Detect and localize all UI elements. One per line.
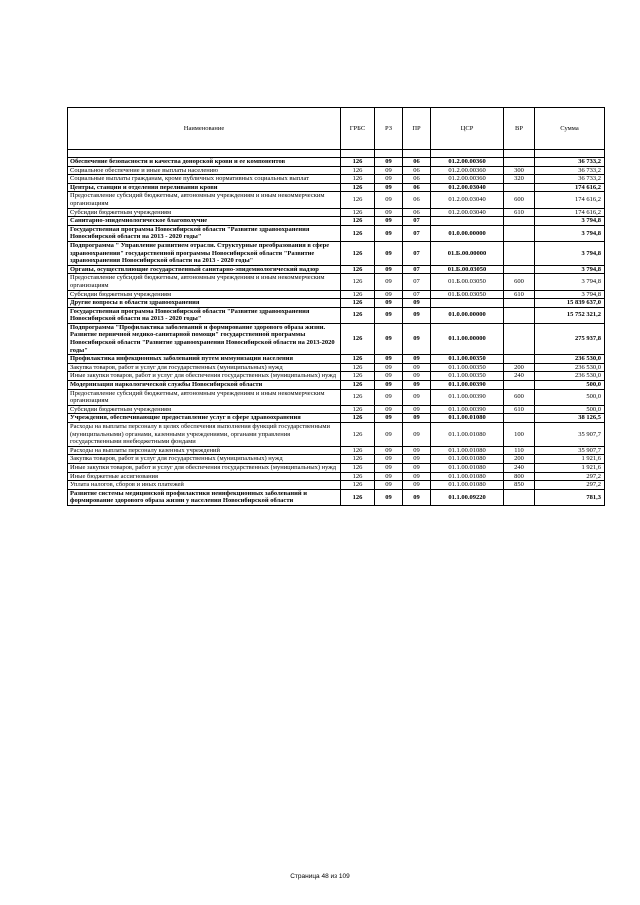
cell-pr: 09 [403,323,431,354]
cell-csr: 01.0.00.00000 [431,307,504,323]
cell-vr: 600 [504,274,535,290]
cell-sum: 1 921,6 [535,455,605,464]
table-row [68,372,605,381]
cell-sum: 36 733,2 [535,175,605,184]
cell-vr: 850 [504,481,535,490]
cell-vr: 200 [504,363,535,372]
cell-vr [504,225,535,241]
cell-name: Иные закупки товаров, работ и услуг для обеспечения государственных (муниципальных) нужд [68,372,341,381]
cell-sum: 3 794,8 [535,217,605,226]
table-row [68,241,605,265]
cell-vr: 110 [504,446,535,455]
header-grbs: ГРБС [341,108,375,150]
header-csr: ЦСР [431,108,504,150]
cell-csr: 01.1.00.01080 [431,455,504,464]
cell-pr: 07 [403,265,431,274]
cell-csr: 01.1.00.00350 [431,363,504,372]
cell-sum: 236 530,0 [535,355,605,364]
cell-pr: 06 [403,166,431,175]
cell-rz: 09 [375,363,403,372]
table-row [68,225,605,241]
table-row [68,166,605,175]
cell-vr: 610 [504,208,535,217]
cell-csr: 01.Б.00.00000 [431,241,504,265]
cell-vr: 300 [504,166,535,175]
table-header-row [68,108,605,150]
header-spacer-row [68,150,605,158]
cell-vr [504,307,535,323]
cell-name: Учреждения, обеспечивающие предоставление услуг в сфере здравоохранения [68,414,341,423]
cell-csr: 01.1.00.01080 [431,414,504,423]
table-row [68,405,605,414]
cell-grbs: 126 [341,323,375,354]
cell-csr: 01.1.00.01080 [431,481,504,490]
table-row [68,307,605,323]
cell-pr: 06 [403,208,431,217]
cell-pr: 09 [403,405,431,414]
cell-grbs: 126 [341,299,375,308]
cell-rz: 09 [375,217,403,226]
cell-vr [504,381,535,390]
cell-rz: 09 [375,241,403,265]
cell-rz: 09 [375,323,403,354]
cell-name: Иные закупки товаров, работ и услуг для обеспечения государственных (муниципальных) нужд [68,463,341,472]
cell-pr: 07 [403,290,431,299]
cell-pr: 07 [403,241,431,265]
cell-grbs: 126 [341,389,375,405]
table-row [68,265,605,274]
cell-name: Центры, станции и отделения переливания крови [68,183,341,192]
cell-grbs: 126 [341,265,375,274]
cell-pr: 09 [403,389,431,405]
cell-name: Предоставление субсидий бюджетным, автономным учреждениям и иным некоммерческим организациям [68,389,341,405]
cell-rz: 09 [375,158,403,167]
cell-csr: 01.Б.00.03050 [431,265,504,274]
cell-pr: 09 [403,307,431,323]
budget-table [67,107,605,506]
cell-rz: 09 [375,265,403,274]
cell-pr: 09 [403,355,431,364]
cell-sum: 35 907,7 [535,423,605,447]
cell-rz: 09 [375,274,403,290]
cell-grbs: 126 [341,363,375,372]
cell-csr: 01.1.00.00390 [431,381,504,390]
table-row [68,175,605,184]
cell-rz: 09 [375,175,403,184]
cell-grbs: 126 [341,192,375,208]
page-number: Страница 48 из 109 [290,873,350,880]
cell-rz: 09 [375,183,403,192]
cell-vr [504,158,535,167]
cell-csr: 01.1.00.00000 [431,323,504,354]
cell-rz: 09 [375,372,403,381]
cell-csr: 01.Б.00.03050 [431,290,504,299]
cell-vr [504,489,535,505]
cell-rz: 09 [375,455,403,464]
cell-csr: 01.1.00.01080 [431,446,504,455]
cell-sum: 275 937,8 [535,323,605,354]
cell-grbs: 126 [341,217,375,226]
cell-csr: 01.1.00.00350 [431,372,504,381]
cell-csr: 01.1.00.00350 [431,355,504,364]
cell-csr: 01.2.00.03040 [431,183,504,192]
cell-sum: 3 794,8 [535,241,605,265]
cell-sum: 3 794,8 [535,274,605,290]
cell-vr: 240 [504,463,535,472]
cell-grbs: 126 [341,381,375,390]
cell-vr: 200 [504,455,535,464]
cell-grbs: 126 [341,423,375,447]
cell-sum: 781,3 [535,489,605,505]
cell-rz: 09 [375,290,403,299]
cell-name: Государственная программа Новосибирской области "Развитие здравоохранения Новосибирской области на 2013 - 2020 годы" [68,307,341,323]
table-row [68,217,605,226]
cell-name: Развитие системы медицинской профилактики неинфекционных заболеваний и формирование здорового образа жизни у населения Новосибирской области [68,489,341,505]
cell-name: Модернизация наркологической службы Новосибирской области [68,381,341,390]
cell-pr: 07 [403,274,431,290]
table-row [68,192,605,208]
cell-pr: 09 [403,455,431,464]
cell-grbs: 126 [341,355,375,364]
cell-vr: 610 [504,405,535,414]
cell-csr: 01.2.00.03040 [431,208,504,217]
cell-sum: 500,0 [535,381,605,390]
cell-vr [504,183,535,192]
cell-name: Расходы на выплаты персоналу казенных учреждений [68,446,341,455]
table-row [68,446,605,455]
header-pr: ПР [403,108,431,150]
cell-sum: 15 839 637,0 [535,299,605,308]
cell-csr: 01.2.00.03040 [431,192,504,208]
cell-vr: 600 [504,389,535,405]
cell-pr: 07 [403,217,431,226]
cell-vr: 320 [504,175,535,184]
cell-pr: 06 [403,192,431,208]
cell-name: Государственная программа Новосибирской области "Развитие здравоохранения Новосибирской области на 2013 - 2020 годы" [68,225,341,241]
cell-vr [504,265,535,274]
cell-vr [504,217,535,226]
cell-grbs: 126 [341,372,375,381]
cell-grbs: 126 [341,166,375,175]
cell-sum: 35 907,7 [535,446,605,455]
cell-grbs: 126 [341,241,375,265]
cell-pr: 09 [403,372,431,381]
cell-grbs: 126 [341,158,375,167]
table-row [68,414,605,423]
cell-rz: 09 [375,208,403,217]
table-row [68,423,605,447]
cell-pr: 09 [403,472,431,481]
cell-grbs: 126 [341,290,375,299]
cell-grbs: 126 [341,481,375,490]
table-row [68,355,605,364]
header-rz: РЗ [375,108,403,150]
cell-vr [504,241,535,265]
header-vr: ВР [504,108,535,150]
table-row [68,208,605,217]
header-sum: Сумма [535,108,605,150]
cell-name: Подпрограмма "Профилактика заболеваний и формирование здорового образа жизни. Развитие первичной медико-санитарной помощи" государственной программы Новосибирской области "Развитие здравоохранения Новосибирской области на 2013-2020 годы" [68,323,341,354]
cell-name: Профилактика инфекционных заболеваний путем иммунизации населения [68,355,341,364]
cell-rz: 09 [375,192,403,208]
cell-csr: 01.2.00.00360 [431,158,504,167]
cell-rz: 09 [375,446,403,455]
cell-csr: 01.1.00.00390 [431,389,504,405]
cell-csr: 01.0.00.00000 [431,225,504,241]
cell-vr: 100 [504,423,535,447]
cell-name: Предоставление субсидий бюджетным, автономным учреждениям и иным некоммерческим организациям [68,192,341,208]
cell-name: Закупка товаров, работ и услуг для государственных (муниципальных) нужд [68,363,341,372]
cell-name: Подпрограмма " Управление развитием отрасли. Структурные преобразования в сфере здравоохранения" государственной программы Новосибирской области "Развитие здравоохранения Новосибирской области на 2013 - 2020 годы" [68,241,341,265]
cell-csr [431,299,504,308]
cell-pr: 06 [403,158,431,167]
table-row [68,489,605,505]
cell-rz: 09 [375,389,403,405]
cell-sum: 500,0 [535,405,605,414]
table-row [68,274,605,290]
cell-grbs: 126 [341,414,375,423]
cell-vr: 600 [504,192,535,208]
cell-pr: 09 [403,381,431,390]
cell-rz: 09 [375,405,403,414]
table-row [68,481,605,490]
cell-csr: 01.1.00.09220 [431,489,504,505]
cell-sum: 297,2 [535,481,605,490]
cell-name: Социальные выплаты гражданам, кроме публичных нормативных социальных выплат [68,175,341,184]
cell-name: Субсидии бюджетным учреждениям [68,290,341,299]
cell-vr [504,414,535,423]
cell-csr: 01.1.00.01080 [431,423,504,447]
cell-grbs: 126 [341,446,375,455]
cell-name: Органы, осуществляющие государственный санитарно-эпидемиологический надзор [68,265,341,274]
table-row [68,183,605,192]
table-row [68,389,605,405]
cell-rz: 09 [375,381,403,390]
cell-pr: 09 [403,489,431,505]
cell-sum: 15 752 321,2 [535,307,605,323]
cell-name: Социальное обеспечение и иные выплаты населению [68,166,341,175]
cell-grbs: 126 [341,183,375,192]
cell-rz: 09 [375,307,403,323]
cell-vr [504,299,535,308]
cell-vr: 800 [504,472,535,481]
cell-pr: 09 [403,463,431,472]
cell-grbs: 126 [341,455,375,464]
cell-sum: 500,0 [535,389,605,405]
cell-csr: 01.2.00.00360 [431,175,504,184]
cell-grbs: 126 [341,175,375,184]
cell-rz: 09 [375,166,403,175]
cell-name: Субсидии бюджетным учреждениям [68,208,341,217]
cell-csr [431,217,504,226]
cell-grbs: 126 [341,225,375,241]
cell-rz: 09 [375,423,403,447]
cell-name: Уплата налогов, сборов и иных платежей [68,481,341,490]
cell-pr: 06 [403,175,431,184]
cell-vr: 610 [504,290,535,299]
cell-csr: 01.1.00.01080 [431,463,504,472]
cell-vr: 240 [504,372,535,381]
cell-name: Другие вопросы в области здравоохранения [68,299,341,308]
cell-name: Субсидии бюджетным учреждениям [68,405,341,414]
cell-name: Обеспечение безопасности и качества донорской крови и ее компонентов [68,158,341,167]
table-row [68,463,605,472]
table-row [68,381,605,390]
cell-sum: 38 126,5 [535,414,605,423]
cell-rz: 09 [375,355,403,364]
header-name: Наименование [68,108,341,150]
cell-sum: 1 921,6 [535,463,605,472]
table-row [68,472,605,481]
cell-vr [504,323,535,354]
cell-pr: 09 [403,414,431,423]
cell-grbs: 126 [341,405,375,414]
cell-pr: 09 [403,299,431,308]
cell-csr: 01.Б.00.03050 [431,274,504,290]
table-row [68,323,605,354]
cell-grbs: 126 [341,489,375,505]
cell-pr: 07 [403,225,431,241]
cell-rz: 09 [375,414,403,423]
table-row [68,455,605,464]
cell-sum: 297,2 [535,472,605,481]
cell-sum: 236 530,0 [535,363,605,372]
table-row [68,299,605,308]
cell-grbs: 126 [341,274,375,290]
cell-sum: 36 733,2 [535,166,605,175]
cell-rz: 09 [375,463,403,472]
cell-sum: 3 794,8 [535,265,605,274]
cell-sum: 174 616,2 [535,183,605,192]
cell-grbs: 126 [341,208,375,217]
cell-sum: 236 530,0 [535,372,605,381]
table-row [68,290,605,299]
cell-pr: 09 [403,481,431,490]
cell-name: Расходы на выплаты персоналу в целях обеспечения выполнения функций государственными (муниципальными) органами, казенными учреждениями, органами управления государственными внебюджетными фондами [68,423,341,447]
cell-rz: 09 [375,299,403,308]
cell-name: Закупка товаров, работ и услуг для государственных (муниципальных) нужд [68,455,341,464]
table-row [68,363,605,372]
table-row [68,158,605,167]
cell-name: Предоставление субсидий бюджетным, автономным учреждениям и иным некоммерческим организациям [68,274,341,290]
cell-sum: 3 794,8 [535,225,605,241]
cell-csr: 01.1.00.01080 [431,472,504,481]
cell-grbs: 126 [341,472,375,481]
cell-pr: 06 [403,183,431,192]
cell-rz: 09 [375,472,403,481]
cell-name: Санитарно-эпидемиологическое благополучие [68,217,341,226]
cell-rz: 09 [375,225,403,241]
cell-sum: 36 733,2 [535,158,605,167]
cell-rz: 09 [375,481,403,490]
cell-sum: 174 616,2 [535,192,605,208]
cell-grbs: 126 [341,463,375,472]
cell-name: Иные бюджетные ассигнования [68,472,341,481]
cell-csr: 01.1.00.00390 [431,405,504,414]
cell-pr: 09 [403,423,431,447]
cell-rz: 09 [375,489,403,505]
cell-vr [504,355,535,364]
cell-csr: 01.2.00.00360 [431,166,504,175]
cell-pr: 09 [403,363,431,372]
cell-sum: 174 616,2 [535,208,605,217]
cell-grbs: 126 [341,307,375,323]
cell-pr: 09 [403,446,431,455]
cell-sum: 3 794,8 [535,290,605,299]
